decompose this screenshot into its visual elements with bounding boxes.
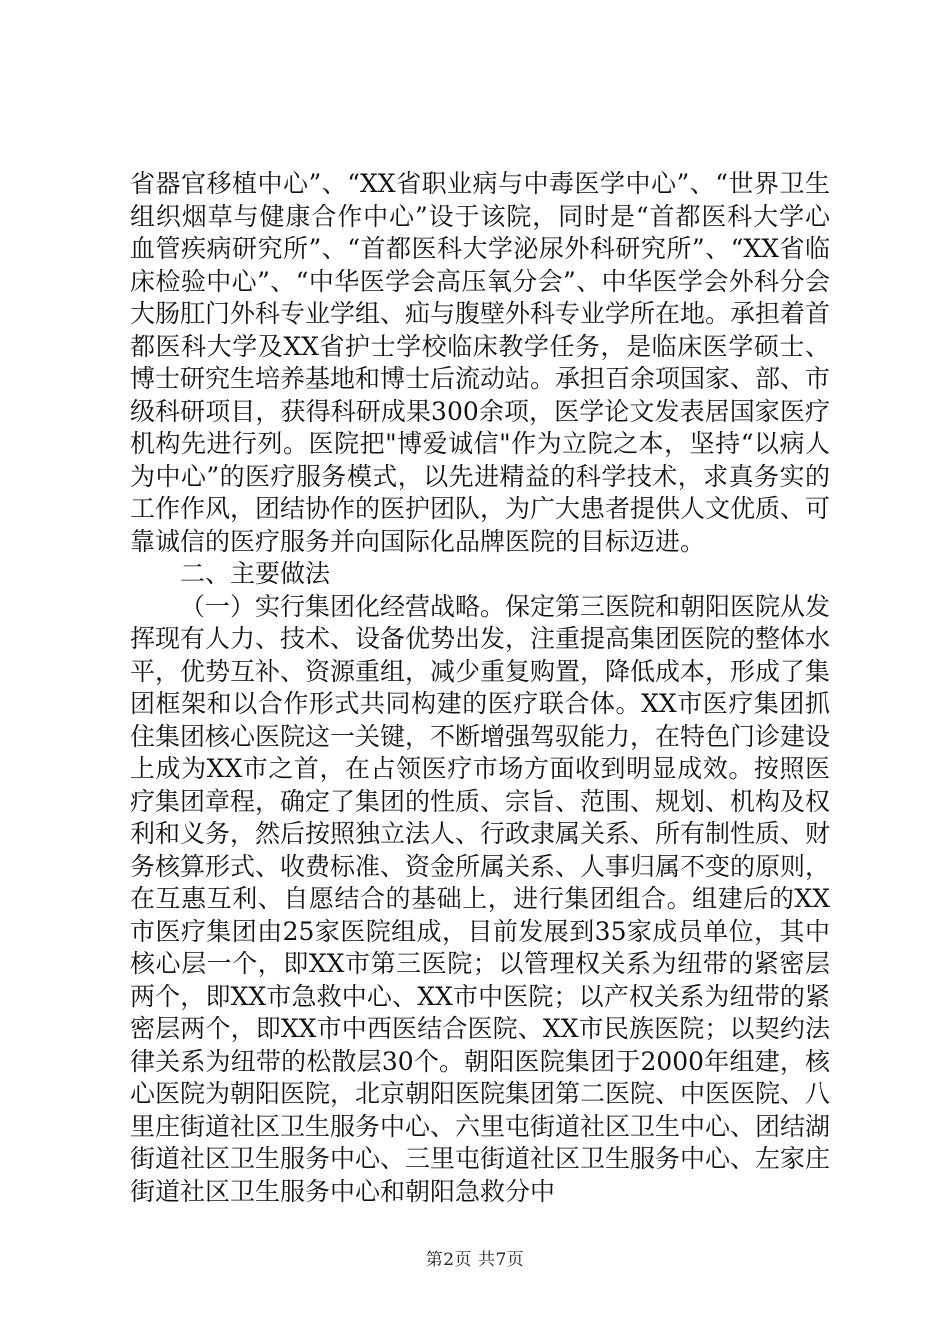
body-paragraph-continued: 省器官移植中心”、“XX省职业病与中毒医学中心”、“世界卫生组织烟草与健康合作中心”设于该院，同时是“首都医科大学心血管疾病研究所”、“首都医科大学泌尿外科研究所”、“XX省临床检验中心”、“中华医学会高压氧分会”、中华医学会外科分会大肠肛门外科专业学组、疝与腹壁外科专业学所在地。承担着首都医科大学及XX省护士学校临床教学任务，是临床医学硕士、博士研究生培养基地和博士后流动站。承担百余项国家、部、市级科研项目，获得科研成果300余项，医学论文发表居国家医疗机构先进行列。医院把"博爱诚信"作为立院之本，坚持“以病人为中心”的医疗服务模式，以先进精益的科学技术，求真务实的工作作风，团结协作的医护团队，为广大患者提供人文优质、可靠诚信的医疗服务并向国际化品牌医院的目标迈进。 [130,169,831,556]
page-number-footer: 第2页 共7页 [425,1250,525,1270]
body-paragraph: （一）实行集团化经营战略。保定第三医院和朝阳医院从发挥现有人力、技术、设备优势出发，注重提高集团医院的整体水平，优势互补、资源重组，减少重复购置，降低成本，形成了集团框架和以合作形式共同构建的医疗联合体。XX市医疗集团抓住集团核心医院这一关键，不断增强驾驭能力，在特色门诊建设上成为XX市之首，在占领医疗市场方面收到明显成效。按照医疗集团章程，确定了集团的性质、宗旨、范围、规划、机构及权利和义务，然后按照独立法人、行政隶属关系、所有制性质、财务核算形式、收费标准、资金所属关系、人事归属不变的原则，在互惠互利、自愿结合的基础上，进行集团组合。组建后的XX市医疗集团由25家医院组成，目前发展到35家成员单位，其中核心层一个，即XX市第三医院；以管理权关系为纽带的紧密层两个，即XX市急救中心、XX市中医院；以产权关系为纽带的紧密层两个，即XX市中西医结合医院、XX市民族医院；以契约法律关系为纽带的松散层30个。朝阳医院集团于2000年组建，核心医院为朝阳医院，北京朝阳医院集团第二医院、中医医院、八里庄街道社区卫生服务中心、六里屯街道社区卫生中心、团结湖街道社区卫生服务中心、三里屯街道社区卫生服务中心、左家庄街道社区卫生服务中心和朝阳急救分中 [130,591,831,1206]
section-heading: 二、主要做法 [180,559,331,588]
document-body [130,168,830,1208]
